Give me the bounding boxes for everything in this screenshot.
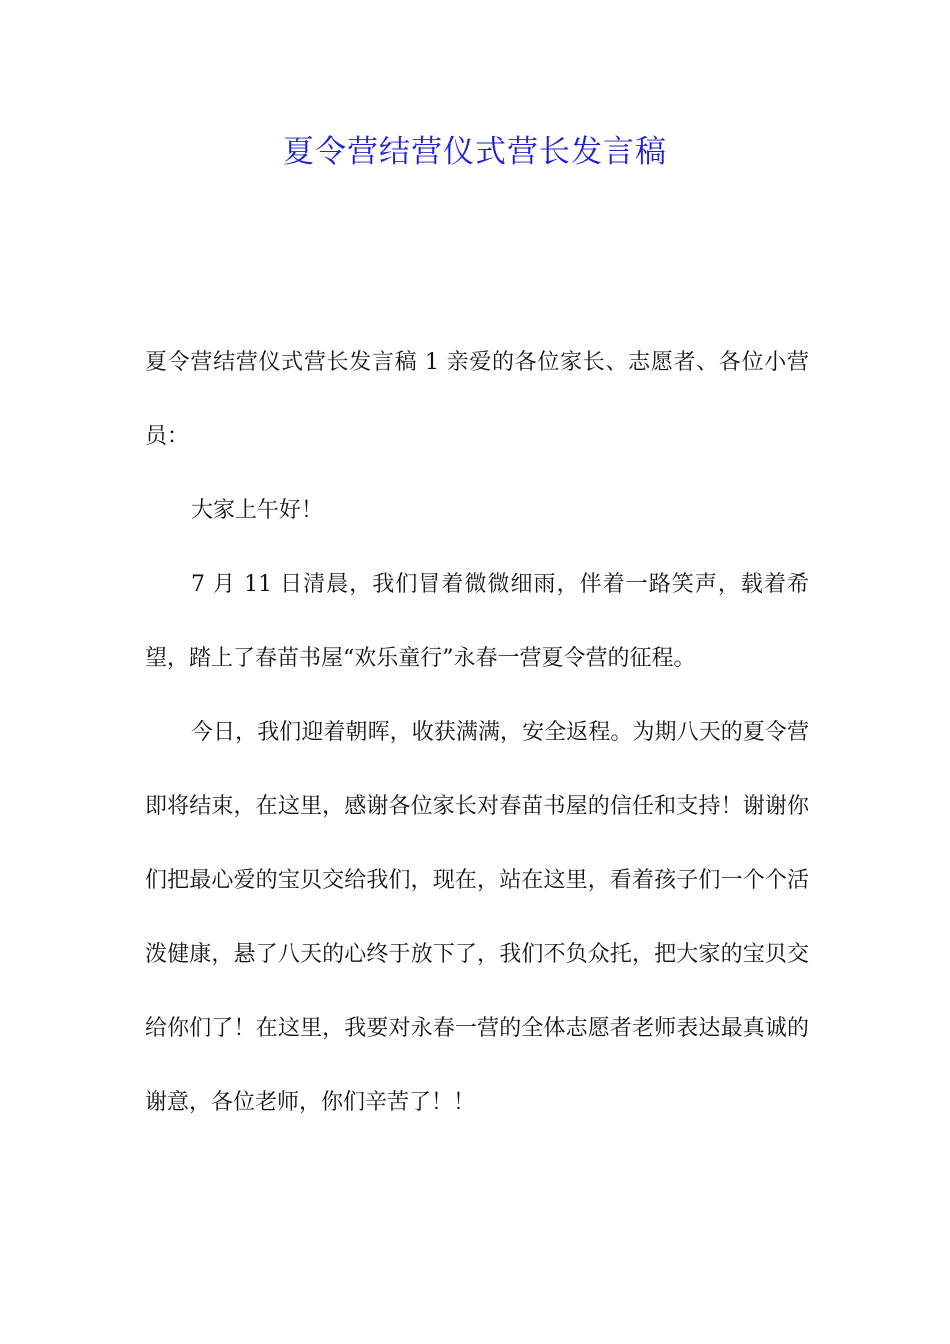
paragraph-good-morning: 大家上午好！: [191, 498, 324, 523]
document-body: [145, 326, 809, 1140]
document-title: 夏令营结营仪式营长发言稿: [283, 134, 667, 170]
paragraph-thanks: 今日，我们迎着朝晖，收获满满，安全返程。为期八天的夏令营即将结束，在这里，感谢各位家长对春苗书屋的信任和支持！谢谢你们把最心爱的宝贝交给我们，现在，站在这里，看着孩子们一个个活泼健康，悬了八天的心终于放下了，我们不负众托，把大家的宝贝交给你们了！在这里，我要对永春一营的全体志愿者老师表达最真诚的谢意，各位老师，你们辛苦了！！: [145, 720, 809, 1115]
paragraph-greeting: 夏令营结营仪式营长发言稿 1 亲爱的各位家长、志愿者、各位小营员：: [145, 350, 809, 449]
paragraph-departure: 7 月 11 日清晨，我们冒着微微细雨，伴着一路笑声，载着希望，踏上了春苗书屋“欢乐童行”永春一营夏令营的征程。: [145, 572, 809, 671]
